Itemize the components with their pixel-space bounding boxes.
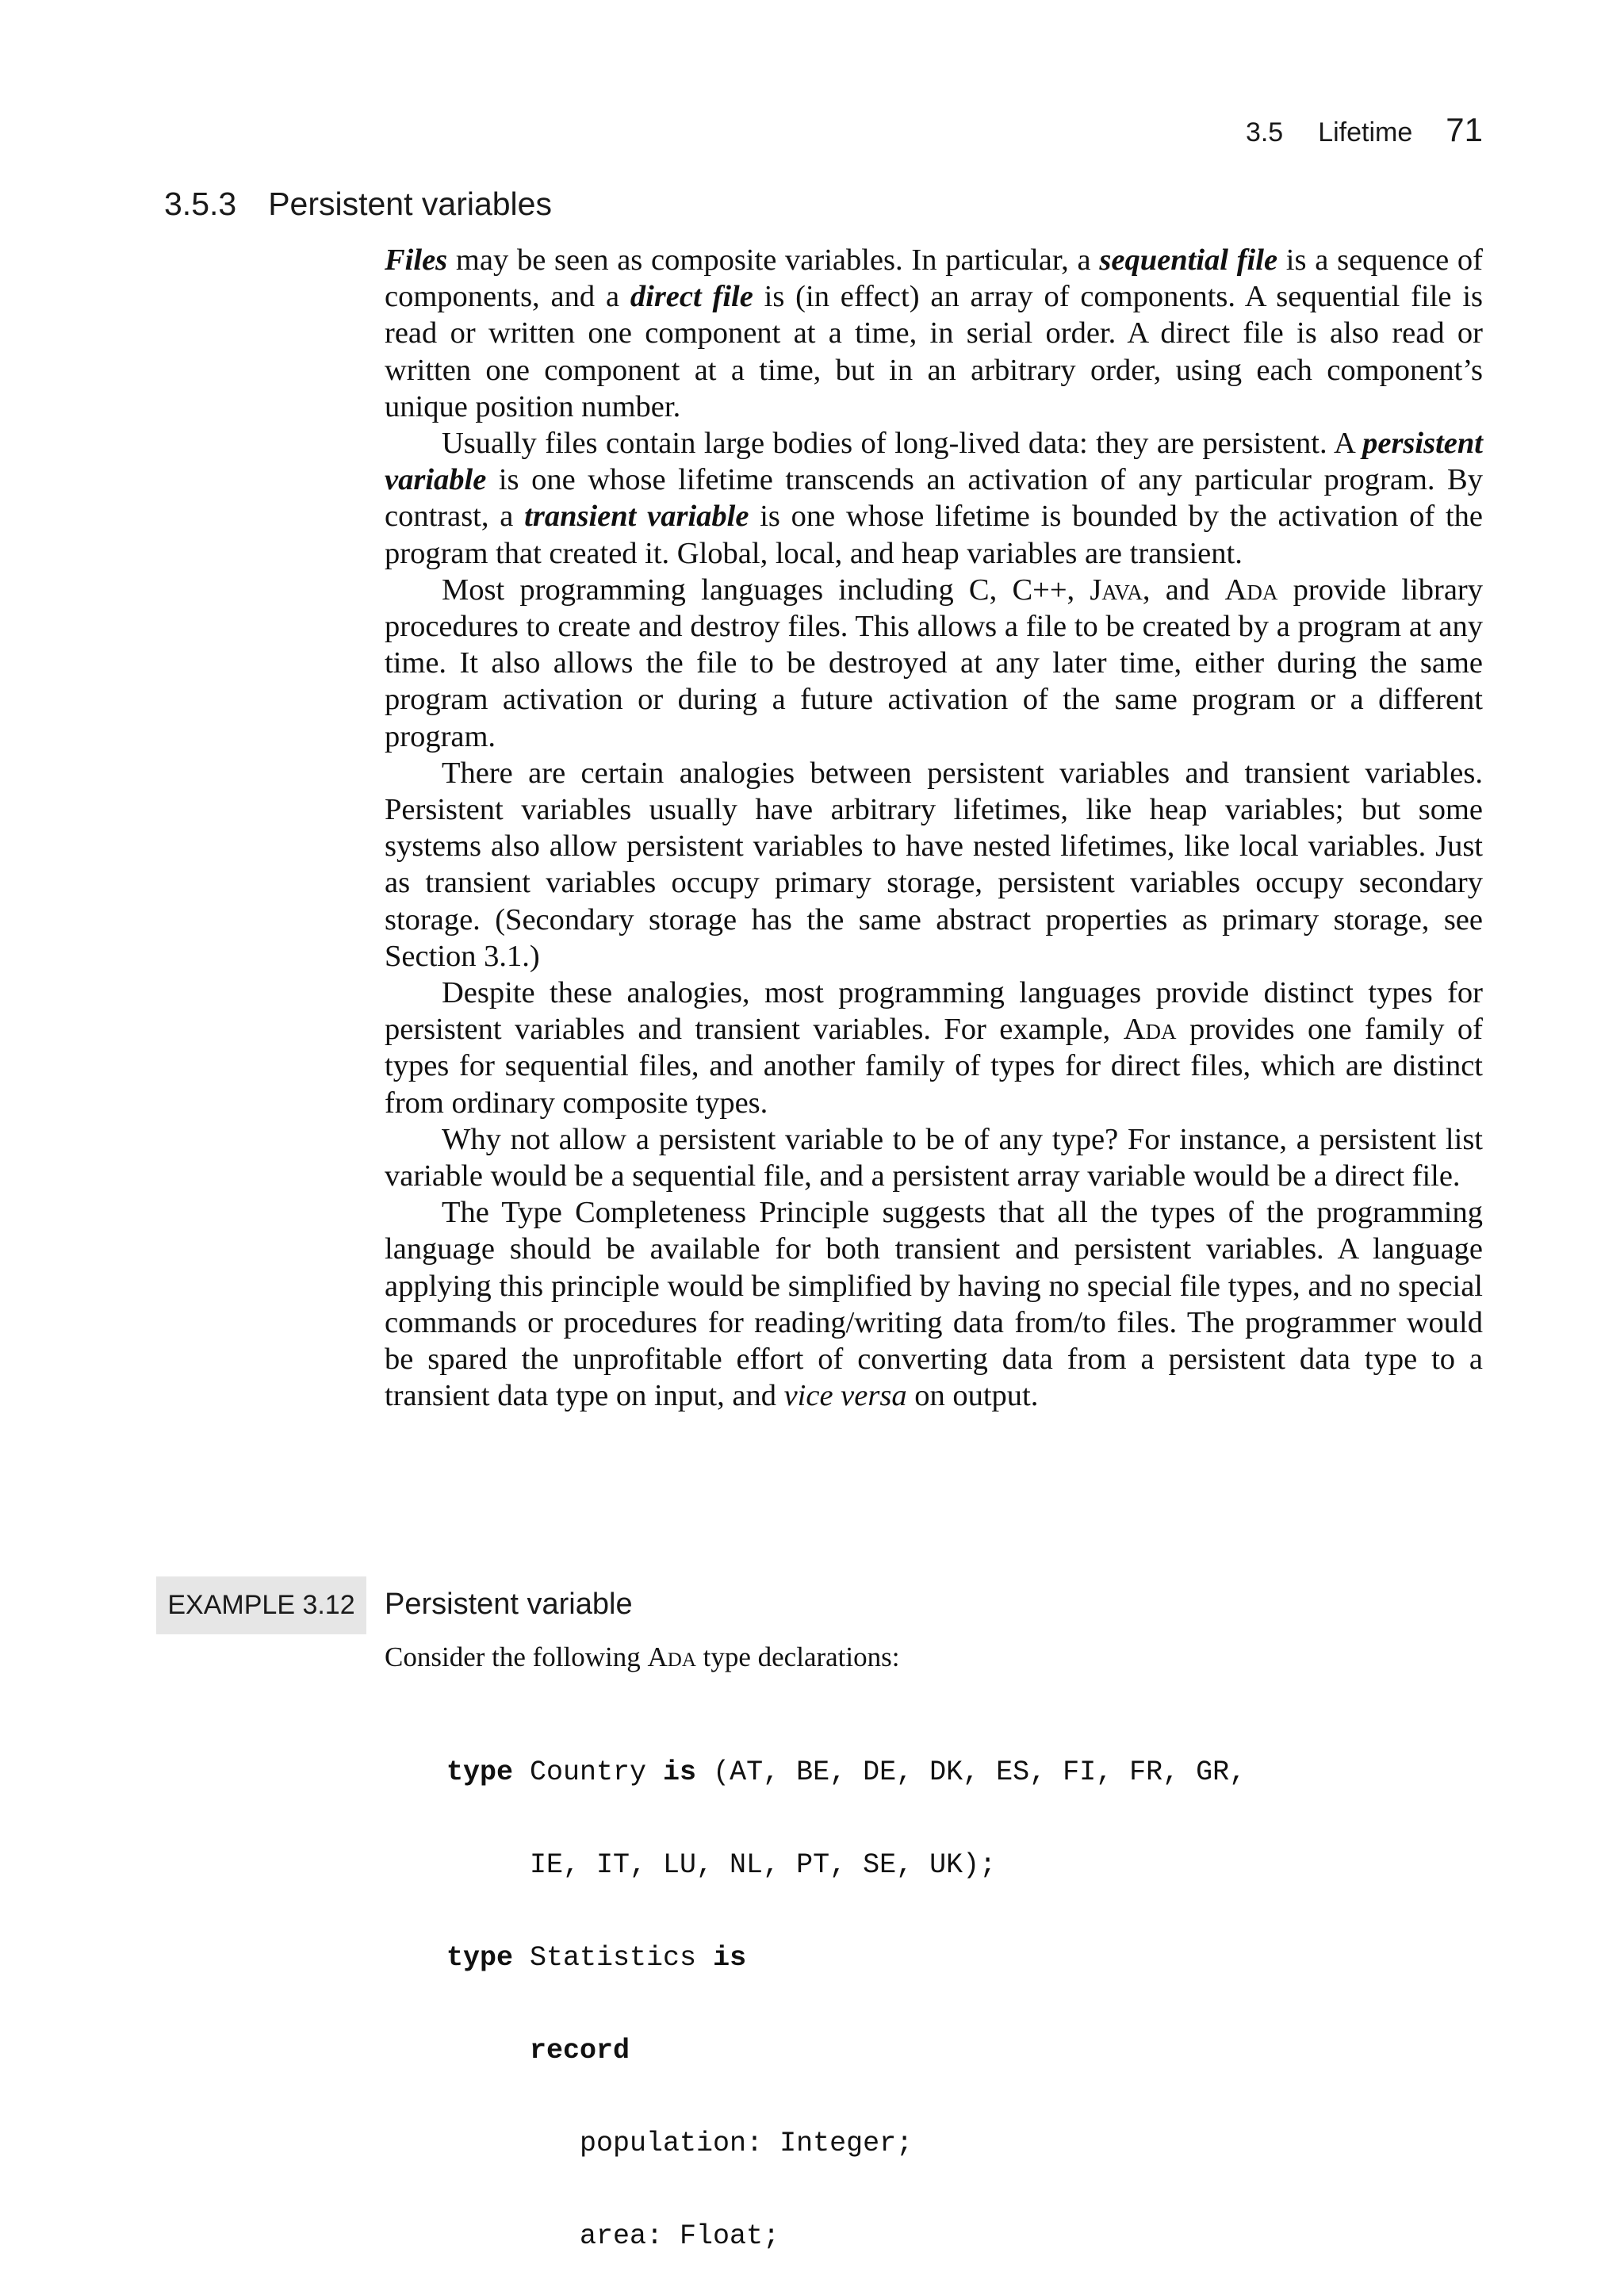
term-sequential-file: sequential file (1099, 243, 1278, 277)
code-line: population: Integer; (446, 2128, 914, 2159)
term-persistent-variable: persistent variable (385, 427, 1483, 497)
language-name-ada: Ada (1123, 1013, 1177, 1047)
code-block (446, 1695, 1246, 2283)
phrase-vice-versa: vice versa (783, 1379, 907, 1413)
example-label: EXAMPLE 3.12 (156, 1576, 366, 1634)
code-keyword: record (530, 2035, 630, 2067)
example-intro: Consider the following Ada type declarations: (385, 1641, 900, 1672)
code-line (446, 2036, 1246, 2067)
code-keyword: is (713, 1942, 747, 1974)
term-direct-file: direct file (630, 280, 753, 314)
code-line: type Statistics is (446, 1942, 747, 1974)
running-head (1246, 111, 1483, 149)
paragraph-5: Despite these analogies, most programming languages provide distinct types for persistent variables and transient variables. For example, Ada provides one family of types for sequential files, and another family of types for direct files, which are distinct from ordinary composite types. (385, 976, 1484, 1120)
paragraph-2: Usually files contain large bodies of long-lived data: they are persistent. A persistent variable is one whose lifetime transcends an activation of any particular program. By contrast, a transient variable is one whose lifetime is bounded by the activation of the program that created it. Global, local, and heap variables are transient. (385, 427, 1483, 570)
code-line: type Country is (AT, BE, DE, DK, ES, FI, FR, GR, (446, 1756, 1247, 1788)
language-name-ada: Ada (1224, 573, 1278, 607)
example-title: Persistent variable (385, 1588, 633, 1621)
section-heading (164, 186, 552, 223)
code-keyword: is (663, 1756, 697, 1788)
language-name-ada: Ada (647, 1641, 696, 1672)
code-keyword: type (446, 1942, 514, 1974)
language-name-java: Java (1090, 573, 1143, 607)
running-head-title: Lifetime (1318, 117, 1413, 147)
paragraph-6: Why not allow a persistent variable to be of any type? For instance, a persistent list variable would be a sequential file, and a persistent array variable would be a direct file. (385, 1122, 1483, 1193)
running-head-section: 3.5 (1245, 117, 1284, 147)
paragraph-4: There are certain analogies between persistent variables and transient variables. Persistent variables usually have arbitrary lifetimes, like heap variables; but some systems also allow persistent variables to have nested lifetimes, like local variables. Just as transient variables occupy primary storage, persistent variables occupy secondary storage. (Secondary storage has the same abstract properties as primary storage, see Section 3.1.) (385, 756, 1483, 973)
body-text (385, 242, 1483, 1415)
paragraph-7: The Type Completeness Principle suggests that all the types of the programming language should be available for both transient and persistent variables. A language applying this principle would be simplified by having no special file types, and no special commands or procedures for reading/writing data from/to files. The programmer would be spared the unprofitable effort of converting data from a persistent data type to a transient data type on input, and vice versa on output. (385, 1196, 1483, 1413)
code-line: area: Float; (446, 2220, 780, 2252)
code-line: IE, IT, LU, NL, PT, SE, UK); (446, 1849, 997, 1881)
term-transient-variable: transient variable (524, 500, 749, 534)
section-title: Persistent variables (268, 186, 552, 222)
page-number: 71 (1446, 111, 1483, 148)
paragraph-3: Most programming languages including C, C++, Java, and Ada provide library procedures to create and destroy files. This allows a file to be created by a program at any time. It also allows the file to be destroyed at any later time, either during the same program activation or during a future activation of the same program or a different program. (385, 573, 1484, 753)
paragraph-1: Files may be seen as composite variables. In particular, a sequential file is a sequence of components, and a direct file is (in effect) an array of components. A sequential file is read or written one component at a time, in serial order. A direct file is also read or written one component at a time, but in an arbitrary order, using each component’s unique position number. (385, 243, 1484, 423)
code-keyword: type (446, 1756, 514, 1788)
term-files: Files (385, 243, 448, 277)
section-number: 3.5.3 (164, 186, 237, 222)
